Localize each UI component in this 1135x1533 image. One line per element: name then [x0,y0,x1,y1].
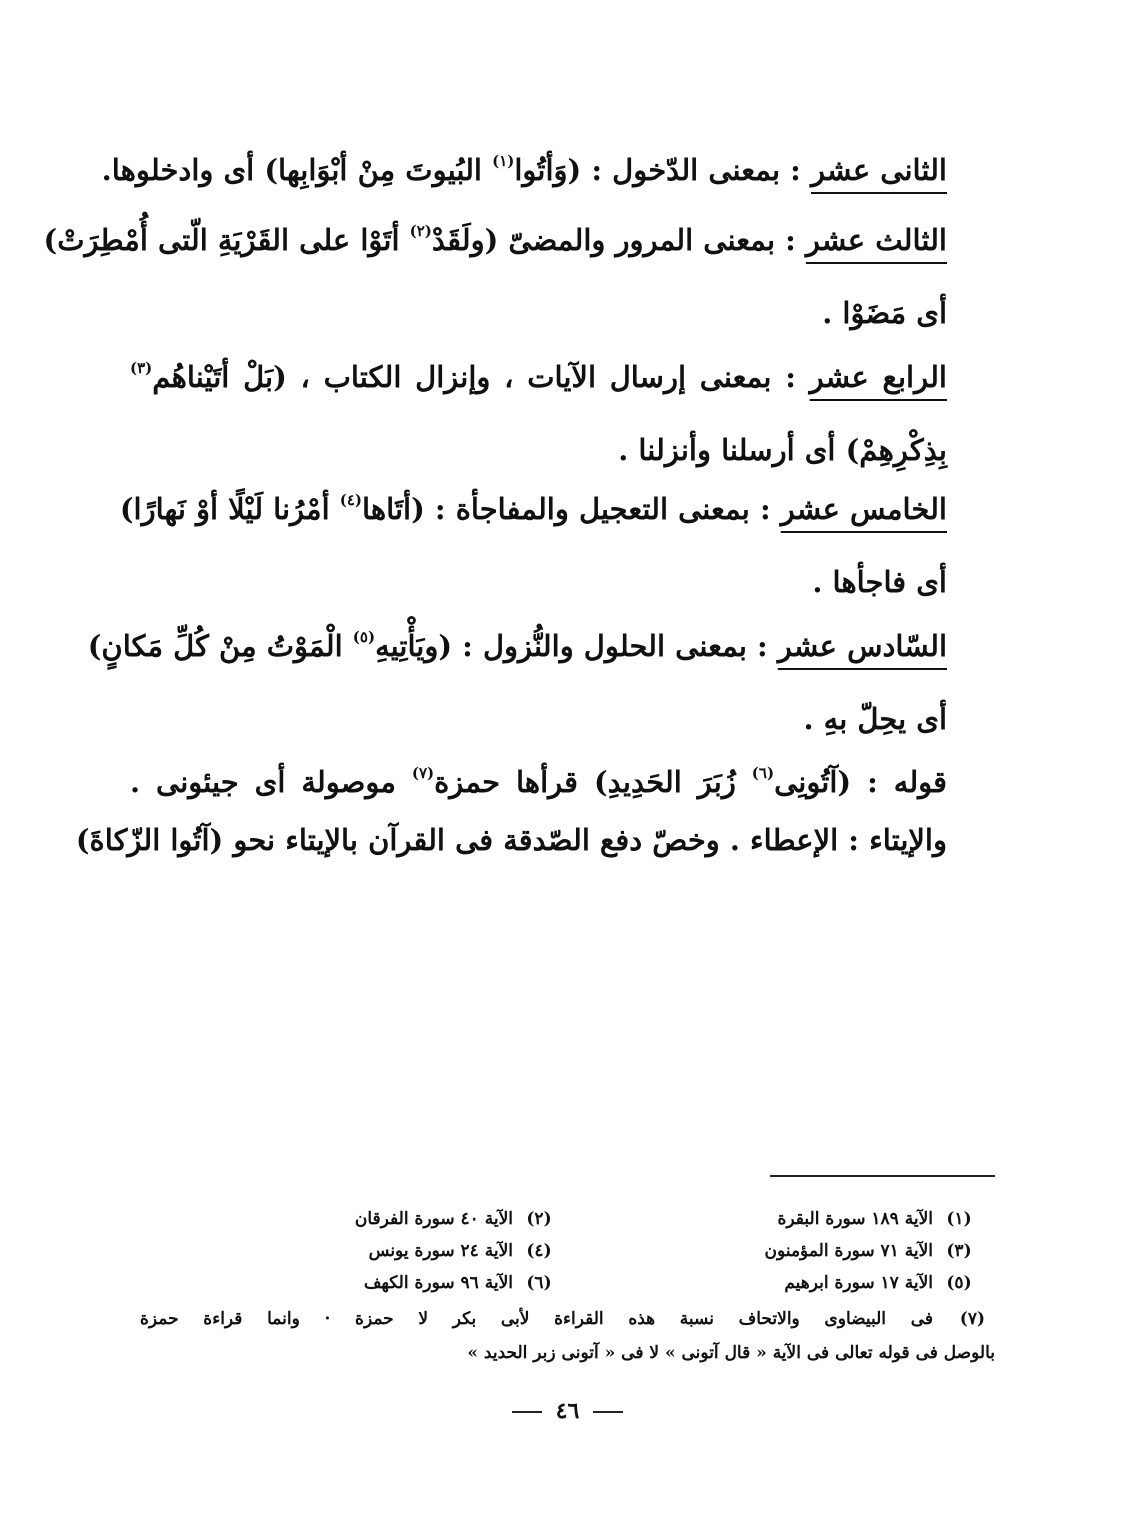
footnote-ref[interactable]: (٥) [352,628,376,646]
footnote-ref[interactable]: (٢) [409,222,432,240]
footnote-row [145,1267,985,1299]
entry-text: أى مَضَوْا . [822,296,947,330]
footnote-item [145,1203,565,1235]
footnote-number: (٢) [526,1209,552,1229]
footnote-item [145,1235,565,1267]
entry-text: الْمَوْتُ مِنْ كُلِّ مَكانٍ) [87,629,353,663]
footnote-divider [770,1175,995,1177]
footnote-number: (٣) [946,1241,972,1261]
footnote-text: الآية ٧١ سورة المؤمنون [764,1241,933,1261]
entry-thirteenth [43,218,947,262]
entry-continuation [130,560,947,604]
footnote-number: (١) [946,1209,972,1229]
footnote-row [145,1203,985,1235]
entry-text: أتَوْا على القَرْيَةِ الّتى أُمْطِرَتْ) [43,223,410,257]
footnote-text: الآية ٤٠ سورة الفرقان [354,1209,513,1229]
footnote-seven-continuation [135,1338,995,1368]
footnote-ref[interactable]: (٧) [411,764,435,782]
entry-text: موصولة أى جيئونى . [130,765,412,799]
footnote-number: (٥) [946,1273,972,1293]
page-number-value: ٤٦ [555,1398,580,1424]
footnote-item [565,1267,985,1299]
footnote-seven [140,1304,985,1334]
footnote-text: بالوصل فى قوله تعالى فى الآية « قال آتونى » لا فى « آتونى زبر الحديد » [467,1343,995,1363]
itaa-line [75,818,947,862]
footnote-number: (٧) [959,1309,985,1329]
entry-label: الرابع عشر [809,360,947,394]
footnote-text: الآية ١٨٩ سورة البقرة [777,1209,933,1229]
entry-text: : بمعنى المرور والمضىّ (ولَقَدْ [431,223,806,257]
entry-fourteenth [130,355,947,399]
footnotes [145,1203,985,1299]
entry-label: الخامس عشر [780,492,947,526]
entry-continuation [130,428,947,472]
entry-text: قوله : (آتُونِى [774,765,947,799]
entry-continuation [130,697,947,741]
entry-label: الثالث عشر [805,223,947,257]
footnote-text: الآية ٢٤ سورة يونس [368,1241,513,1261]
entry-label: السّادس عشر [777,629,947,663]
footnote-text: فى البيضاوى والاتحاف نسبة هذه القراءة لأبى بكر لا حمزة · وانما قراءة حمزة [140,1309,933,1329]
entry-fifteenth [119,487,947,531]
entry-text: البُيوتَ مِنْ أبْوَابِها) أى وادخلوها. [101,153,493,187]
entry-text: أى فاجأها . [812,565,947,599]
qawluh-line [130,760,947,804]
entry-text: : بمعنى التعجيل والمفاجأة : (أتَاها [362,492,781,526]
entry-continuation [130,291,947,335]
entry-text: زُبَرَ الحَدِيدِ) قرأها حمزة [434,765,752,799]
entry-text: والإيتاء : الإعطاء . وخصّ دفع الصّدقة فى القرآن بالإيتاء نحو (آتُوا الزّكاةَ) [75,823,947,857]
entry-text: أى يحِلّ بهِ . [803,702,947,736]
footnote-text: الآية ٩٦ سورة الكهف [363,1273,513,1293]
entry-text: بِذِكْرِهِمْ) أى أرسلنا وأنزلنا . [618,433,947,467]
footnote-number: (٦) [526,1273,552,1293]
page-number [0,1398,1135,1424]
dash-ornament [593,1411,623,1413]
entry-sixteenth [87,624,947,668]
footnote-item [145,1267,565,1299]
dash-ornament [512,1411,542,1413]
entry-text: أمْرُنا لَيْلًا أوْ نَهارًا) [119,492,340,526]
footnote-number: (٤) [526,1241,552,1261]
entry-label: الثانى عشر [811,153,947,187]
entry-text: : بمعنى الحلول والنُّزول : (ويَأْتِيهِ [375,629,778,663]
footnote-ref[interactable]: (١) [492,152,515,170]
entry-text: : بمعنى الدّخول : (وَأتُوا [514,153,811,187]
footnote-ref[interactable]: (٦) [751,764,775,782]
footnote-row [145,1235,985,1267]
footnote-item [565,1235,985,1267]
footnote-item [565,1203,985,1235]
footnote-ref[interactable]: (٣) [130,359,153,377]
entry-twelfth [101,148,947,192]
entry-text: : بمعنى إرسال الآيات ، وإنزال الكتاب ، (بَلْ أتَيْناهُم [152,360,810,394]
footnote-ref[interactable]: (٤) [339,491,363,509]
footnote-text: الآية ١٧ سورة ابرهيم [784,1273,933,1293]
